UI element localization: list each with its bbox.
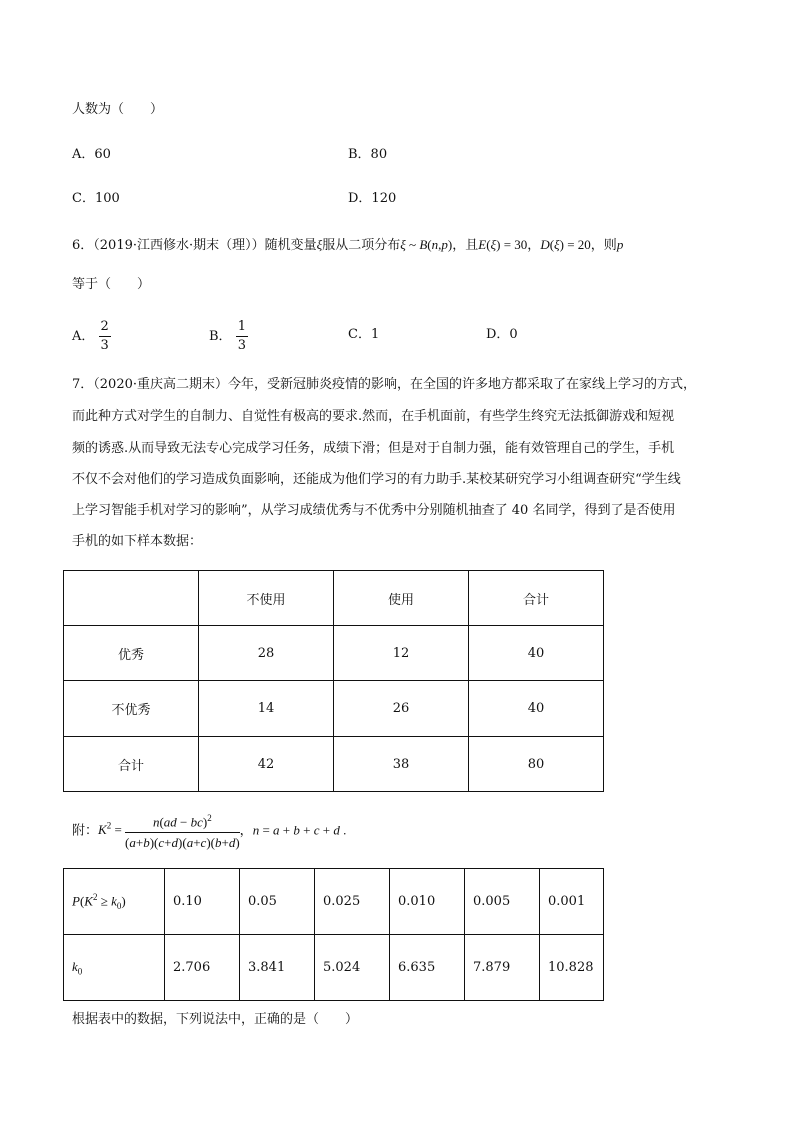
table-cell: 40 [469,681,604,737]
table-row [64,869,604,935]
table-cell: 0.005 [465,869,540,935]
row-label-probability: $P(K^2 \ge k_0)$ [64,869,165,935]
q7-line-5: 上学习智能手机对学习的影响”，从学习成绩优秀与不优秀中分别随机抽查了 40 名同学，得到了是否使用 [72,503,676,518]
table-row [64,626,604,681]
formula-fraction: $\frac{n(ad - bc)^2}{(a+b)(c+d)(a+c)(b+d)}$ [125,808,240,853]
q7-line-3: 频的诱惑.从而导致无法专心完成学习任务，成绩下滑；但是对于自制力强，能有效管理自己的学生，手机 [72,441,675,456]
table-cell: 7.879 [465,935,540,1001]
table-cell: 0.025 [315,869,390,935]
table-cell: 0.001 [540,869,604,935]
q6-option-b: B． $\frac{1}{3}$ [209,319,246,353]
option-a: A．60 [72,147,111,162]
q6-option-c: C．1 [348,327,380,342]
q6-option-d: D．0 [486,327,518,342]
table-cell: 42 [199,737,334,792]
table-header: 不使用 [199,571,334,626]
q6-text-4: ，则 [590,238,617,253]
table-cell: 10.828 [540,935,604,1001]
q7-line-1: 7．（2020·重庆高二期末）今年，受新冠肺炎疫情的影响，在全国的许多地方都采取了在家线上学习的方式， [72,377,696,392]
q7-line-2: 而此种方式对学生的自制力、自觉性有极高的要求.然而，在手机面前，有些学生终究无法抵御游戏和短视 [72,409,675,424]
table-cell: 0.05 [240,869,315,935]
question-continuation: 人数为（ ） [72,102,164,117]
contingency-table [63,570,604,792]
table-header-row [64,571,604,626]
table-cell [64,571,199,626]
fraction-one-third: $\frac{1}{3}$ [237,319,246,353]
table-cell: 38 [334,737,469,792]
question-6: 6．（2019·江西修水·期末（理））随机变量ξ服从二项分布ξ ~ B(n,p)，且E(ξ) = 30，D(ξ) = 20，则p [72,237,624,253]
option-b: B．80 [348,147,388,162]
question-prompt: 根据表中的数据，下列说法中，正确的是（ ） [72,1012,359,1027]
table-cell: 14 [199,681,334,737]
table-cell: 0.010 [390,869,465,935]
q6-prefix: 6．（2019·江西修水·期末（理））随机变量 [72,238,317,253]
option-d: D．120 [348,191,397,206]
row-label: 合计 [64,737,199,792]
row-label-k0: $k_0$ [64,935,165,1001]
q7-line-4: 不仅不会对他们的学习造成负面影响，还能成为他们学习的有力助手.某校某研究学习小组调查研究“学生线 [72,472,681,487]
table-cell: 6.635 [390,935,465,1001]
table-cell: 40 [469,626,604,681]
option-c: C．100 [72,191,120,206]
fraction-two-thirds: $\frac{2}{3}$ [100,319,109,353]
table-cell: 3.841 [240,935,315,1001]
chi-square-formula: 附：$K^2$ = $\frac{n(ad - bc)^2}{(a+b)(c+d)(a+c)(b+d)}$ ，n = a + b + c + d . [72,804,346,853]
table-cell: 5.024 [315,935,390,1001]
q6-continuation: 等于（ ） [72,277,151,292]
table-cell: 80 [469,737,604,792]
table-row [64,935,604,1001]
table-cell: 26 [334,681,469,737]
table-row [64,737,604,792]
table-header: 使用 [334,571,469,626]
row-label: 不优秀 [64,681,199,737]
q7-line-6: 手机的如下样本数据： [72,534,203,549]
q6-text-3: ， [527,238,541,253]
table-header: 合计 [469,571,604,626]
critical-value-table [63,868,604,1001]
q6-text-1: 服从二项分布 [322,238,401,253]
table-cell: 28 [199,626,334,681]
table-cell: 2.706 [165,935,240,1001]
q6-text-2: ，且 [452,238,479,253]
row-label: 优秀 [64,626,199,681]
table-row [64,681,604,737]
table-cell: 0.10 [165,869,240,935]
q6-option-a: A． $\frac{2}{3}$ [72,319,109,353]
table-cell: 12 [334,626,469,681]
